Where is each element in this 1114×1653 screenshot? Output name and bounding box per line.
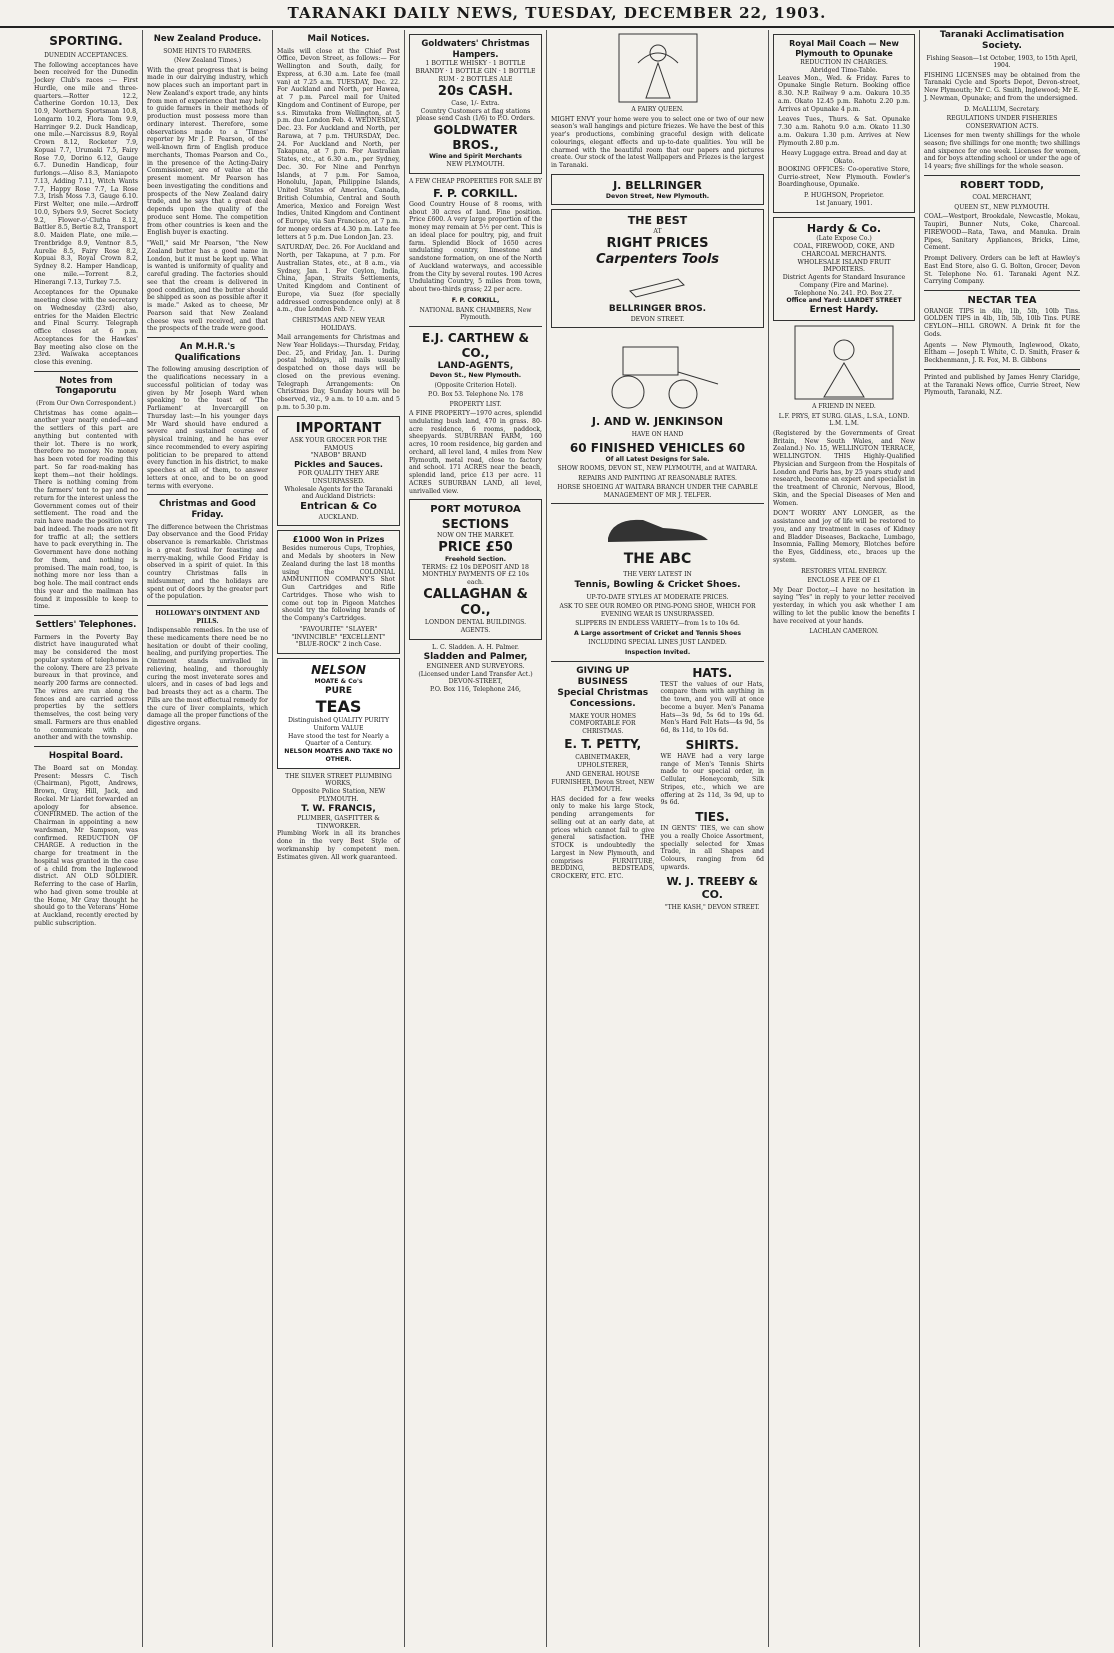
important-ask: ASK YOUR GROCER FOR THE FAMOUS [290, 436, 387, 452]
moturoa-sections: SECTIONS [441, 516, 510, 531]
corkill-firm: F. P. CORKILL. [433, 187, 518, 200]
callaghan-address: LONDON DENTAL BUILDINGS. [424, 619, 527, 627]
sladden-names: L. C. Sladden. A. H. Palmer. [432, 643, 519, 651]
important-city: AUCKLAND. [318, 513, 359, 521]
goldwater-heading: Goldwaters' Christmas Hampers. [421, 39, 530, 60]
teas-line-6: Uniform VALUE [313, 724, 364, 732]
friend-heading: A FRIEND IN NEED. [812, 403, 876, 411]
petty-trade: CABINETMAKER, UPHOLSTERER, [575, 754, 631, 769]
divider [409, 326, 542, 327]
todd-body: COAL—Westport, Brookdale, Newcastle, Mokau, Taupiri, Bunner Nuts, Coke, Charcoal. FIREWOOD—Rata, Tawa, and Manuka. Drain Pipes, Sanitary Appliances, Bricks, Lime, Cement. [924, 213, 1080, 252]
teas-line-8: NELSON MOATES AND TAKE NO OTHER. [284, 748, 393, 763]
sladden-licence: (Licensed under Land Transfer Act.) [418, 670, 533, 678]
important-product: Pickles and Sauces. [294, 460, 383, 470]
bellringer-address: Devon Street, New Plymouth. [605, 192, 710, 200]
callaghan-agents: AGENTS. [460, 627, 491, 634]
hospital-body: The Board sat on Monday. Present: Messrs C. Tisch (Chairman), Pigott, Andrews, Brown, Gray, Hill, Jack, and Rockel. Mr Liardet forwarded an apology for absence. CONFIRMED. The action of the Chairman in appointing a new wardsman, Mr Sampson, was confirmed. REDUCTION OF CHARGE. A reduction in the charge for treatment in the hospital was granted in the case of a child from the Inglewood district. AN OLD SOLDIER. Referring to the case of Harlin, who had given some trouble at the Home, Mr Gray thought he should go to the Veterans' Home at Auckland, recently erected by public subscription. [34, 764, 138, 927]
abc-romeo: ASK TO SEE OUR ROMEO OR PING-PONG SHOE, WHICH FOR EVENING WEAR IS UNSURPASSED. [559, 603, 756, 618]
carthew-address: Devon St., New Plymouth. [429, 371, 522, 379]
abc-shoes: Tennis, Bowling & Cricket Shoes. [574, 580, 741, 591]
moturoa-freehold: Freehold Section. [444, 555, 507, 563]
hats-body: TEST the values of our Hats, compare them with anything in the town, and you will at once become a buyer. Men's Panama Hats—3s 9d, 5s 6d to 19s 6d. Men's Hard Felt Hats—4s 9d, 5s 6d, 8s 11d, to 10s 6d. [660, 680, 764, 734]
shirts-body: WE HAVE had a very large range of Men's Tennis Shirts made to our special order, in Cellular, Honeycomb, Silk Stripes, etc., which we are offering at 2s 11d, 3s 9d, up to 9s 6d. [660, 752, 764, 807]
divider [147, 494, 268, 495]
ties-body: IN GENTS' TIES, we can show you a really Choice Assortment, specially selected for Xmas Trade, in all Shapes and Colours, ranging from 6d upwards. [660, 825, 764, 871]
important-firm: Entrican & Co [300, 501, 377, 513]
callaghan-firm: CALLAGHAN & CO., [423, 586, 528, 618]
jenkinson-subline: Of all Latest Designs for Sale. [605, 455, 710, 463]
acclim-heading: Taranaki Acclimatisation Society. [939, 30, 1065, 52]
important-heading: IMPORTANT [295, 420, 382, 436]
teas-line-7: Have stood the test for Nearly a Quarter of a Century. [288, 732, 389, 748]
teas-line-5: Distinguished QUALITY PURITY [287, 717, 390, 725]
coach-note: Heavy Luggage extra. Bread and day at Okato. [781, 150, 907, 165]
mail-body-2: SATURDAY, Dec. 26. For Auckland and North, per Takapuna, at 7 p.m. For Australian States, etc., at 8 a.m., via Sydney, Jan. 1. For Ceylon, India, China, Japan, Straits Settlements, United Kingdom and Continent of Europe, via Suez (for specially addressed correspondence only) at 8 a.m., due London Feb. 7. [277, 244, 400, 314]
divider [147, 337, 268, 338]
abc-heading: THE ABC [623, 551, 692, 568]
hardy-late: (Late Expose Co.) [816, 235, 872, 243]
abc-uptodate: UP-TO-DATE STYLES AT MODERATE PRICES. [586, 593, 729, 601]
petty-and-hats-row [551, 666, 764, 914]
goldwater-trade: Wine and Spirit Merchants [429, 153, 522, 160]
teas-line-1: NELSON [311, 663, 366, 678]
hardy-heading: Hardy & Co. [806, 221, 882, 235]
tongaporutu-subheading: (From Our Own Correspondent.) [36, 400, 136, 407]
bellringer-firm: BELLRINGER BROS. [608, 304, 707, 315]
jenkinson-repairs: REPAIRS AND PAINTING AT REASONABLE RATES. [578, 474, 737, 482]
hats-heading: HATS. [692, 665, 733, 680]
best-line-2: AT [653, 228, 662, 235]
bellringer-name: J. BELLRINGER [613, 178, 702, 192]
giving-heading: GIVING UP BUSINESS [576, 665, 630, 687]
coach-abridged: Abridged Time-Table. [810, 66, 878, 74]
nectar-agents: Agents — New Plymouth, Inglewood, Okato, Eltham — Joseph T. White, C. D. Smith, Fraser & Beckhenmann, J. R. Fox, M. B. Gibbons [924, 341, 1080, 364]
fairy-body: MIGHT ENVY your home were you to select one or two of our new season's wall hangings and picture friezes. We have the best of this year's productions, combining graceful design with delicate colourings, elegant effects and up-to-date qualities. You will be charmed with the beautiful room that our papers and pictures create. Our stock of the latest Wallpapers and Friezes is the largest in Taranaki. [551, 115, 764, 169]
sporting-body-2: Acceptances for the Opunake meeting close with the secretary on Wednesday (23rd) also, entries for the Maiden Electric and Final Scurry. Telegraph office closes at 6 p.m. Acceptances for the Hawkes' Bay meeting also close on the 23rd. Waiwaka acceptances close this evening. [34, 289, 138, 366]
produce-body-2: "Well," said Mr Pearson, "the New Zealand butter has a good name in London, but it must be kept up. What is wanted is uniformity of quality and careful grading. The factories should see that the cream is delivered in good condition, and the butter should be shipped as soon as possible after it is made." Asked as to cheese, Mr Pearson said that New Zealand cheese was well received, and that the prospects of the trade were good. [147, 240, 268, 333]
holidays-body: Mail arrangements for Christmas and New Year Holidays:—Thursday, Friday, Dec. 25, and Friday, Jan. 1. During postal holidays, all mails usually despatched on those days will be closed on the previous evening. Telegraph Arrangements: On Christmas Day, Sunday hours will be observed, viz., 9 a.m. to 10 a.m. and 5 p.m. to 5.30 p.m. [277, 334, 400, 411]
carpenters-tools: Carpenters Tools [595, 252, 720, 267]
plumbing-address: Opposite Police Station, NEW PLYMOUTH. [291, 788, 386, 803]
bellringer-street: DEVON STREET. [630, 315, 685, 323]
goldwater-firm: GOLDWATER BROS., [433, 123, 518, 152]
coach-ad [773, 34, 915, 213]
jenkinson-headline: 60 FINISHED VEHICLES 60 [569, 440, 746, 455]
hardy-sign: Ernest Hardy. [809, 305, 879, 315]
divider [924, 290, 1080, 291]
fairy-queen-illustration [618, 33, 698, 103]
divider [34, 615, 138, 616]
divider [924, 175, 1080, 176]
corkill-foot: F. P. CORKILL, [451, 296, 500, 304]
bellringer-tag [551, 174, 764, 206]
abc-sizes: INCLUDING SPECIAL LINES JUST LANDED. [588, 639, 727, 647]
prizes-body: Besides numerous Cups, Trophies, and Medals by shooters in New Zealand during the last 18 months using the COLONIAL AMMUNITION COMPANY'S Shot Gun Cartridges and Rifle Cartridges. Those who wish to come out top in Pigeon Matches should try the following brands of the Company's Cartridges. [282, 545, 395, 623]
teas-ad [277, 658, 400, 769]
mail-heading: Mail Notices. [307, 34, 370, 44]
divider [147, 605, 268, 606]
petty-furnisher: AND GENERAL HOUSE FURNISHER, Devon Street, NEW PLYMOUTH. [551, 771, 655, 793]
friend-dont-worry: DON'T WORRY ANY LONGER, as the assistance and joy of life will be restored to you, and any treatment in cases of Kidney and Bladder Diseases, Backache, Lumbago, Insomnia, Falling Memory, Blotches before the Eyes, Giddiness, etc., braces up the system. [773, 510, 915, 564]
mhr-body: The following amusing description of the qualifications necessary in a successful politician of today was given by Mr Joseph Ward when speaking to the toast of 'The Parliament' at Invercargill on Thursday last:—In his younger days Mr Ward should have endured a severe and sustained course of physical training, and he has ever since recommended to every aspiring politician to be prepared to attend every function in his district, to make speeches at all of them, to answer letters at once, and to be on good terms with everyone. [147, 366, 268, 490]
mhr-heading: An M.H.R.'s Qualifications [174, 342, 241, 363]
column-5 [547, 30, 769, 1647]
carthew-trade: LAND-AGENTS, [437, 360, 514, 371]
jenkinson-hand: HAVE ON HAND [631, 431, 684, 438]
friend-enclose: ENCLOSE A FEE OF £1 [807, 577, 881, 584]
prizes-brands: "FAVOURITE" "SLAYER" "INVINCIBLE" "EXCELLENT" "BLUE-ROCK" 2 inch Case. [291, 625, 386, 649]
coach-reduction: REDUCTION IN CHARGES. [800, 59, 888, 66]
treeby-ad [661, 666, 765, 914]
best-line-1: THE BEST [627, 214, 688, 228]
plumbing-firm: T. W. FRANCIS, [301, 803, 376, 814]
sladden-box: P.O. Box 116, Telephone 246, [430, 686, 521, 693]
column-4 [405, 30, 547, 1647]
shirts-heading: SHIRTS. [685, 737, 739, 752]
christmas-heading: Christmas and Good Friday. [159, 499, 256, 520]
divider [924, 369, 1080, 370]
carriage-illustration [593, 332, 723, 412]
petty-body: HAS decided for a few weeks only to make his large Stock, pending arrangements for selling out at an early date, at prices which cannot fail to give general satisfaction. THE STOCK is undoubtedly the Largest in New Plymouth, and comprises FURNITURE, BEDDING, BEDSTEADS, CROCKERY, ETC. ETC. [551, 795, 655, 880]
moturoa-price: PRICE £50 [438, 539, 513, 555]
produce-source: (New Zealand Times.) [173, 57, 242, 65]
carthew-list-heading: PROPERTY LIST. [449, 400, 502, 408]
goldwater-ad [409, 34, 542, 174]
holidays-heading: CHRISTMAS AND NEW YEAR HOLIDAYS. [292, 317, 385, 332]
important-brand: "NABOB" BRAND [310, 452, 367, 460]
goldwater-items: 1 BOTTLE WHISKY · 1 BOTTLE BRANDY · 1 BOTTLE GIN · 1 BOTTLE RUM · 2 BOTTLES ALE [415, 60, 536, 83]
physician-illustration [794, 325, 894, 400]
jenkinson-showrooms: SHOW ROOMS, DEVON ST., NEW PLYMOUTH, and at WAITARA. [557, 465, 758, 473]
abc-very: THE VERY LATEST IN [623, 570, 692, 578]
masthead: TARANAKI DAILY NEWS, TUESDAY, DECEMBER 22, 1903. [0, 0, 1114, 28]
sporting-heading: SPORTING. [49, 34, 123, 48]
sladden-ad [409, 644, 542, 694]
goldwater-case: Case, 1/- Extra. [451, 99, 500, 107]
bellringer-best-ad [551, 209, 764, 328]
teas-line-4: TEAS [315, 697, 362, 717]
todd-trade: COAL MERCHANT, [972, 194, 1032, 202]
friend-restores: RESTORES VITAL ENERGY. [801, 567, 887, 575]
imprint: Printed and published by James Henry Claridge, at the Taranaki News office, Currie Street, New Plymouth, Taranaki, N.Z. [924, 373, 1080, 397]
nectar-body: ORANGE TIPS in 4lb, 1lb, 5lb, 10lb Tins. GOLDEN TIPS in 4lb, 1lb, 5lb, 10lb Tins. PURE CEYLON—HILL GROWN. A Drink fit for the Gods. [924, 307, 1080, 338]
hardy-agents: District Agents for Standard Insurance Company (Fire and Marine). [782, 274, 906, 289]
fairy-caption: A FAIRY QUEEN. [631, 106, 684, 113]
column-6 [769, 30, 919, 1647]
nectar-heading: NECTAR TEA [967, 295, 1037, 306]
ties-heading: TIES. [695, 810, 730, 824]
holloway-heading: HOLLOWAY'S OINTMENT AND PILLS. [155, 610, 260, 625]
acclim-body: FISHING LICENSES may be obtained from the Taranaki Cycle and Sports Depot, Devon-street, New Plymouth; Mr C. G. Smith, Inglewood; Mr E. J. Newman, Opunake; and from the undersigned. [924, 71, 1080, 102]
produce-body: With the great progress that is being made in our dairying industry, which now places such an important part in New Zealand's export trade, any hints from men of experience that may help to guide farmers in their methods of production must possess more than ordinary interest. Therefore, some observations made to a 'Times' reporter by Mr J. P. Pearson, of the well-known firm of English produce merchants, Thomas Pearson and Co., in the presence of the Acting-Dairy Commissioner, are of value at the present moment. Mr Pearson has been investigating the conditions and prospects of the New Zealand dairy trade, and he says that a great deal depends upon the quality of the produce sent Home. The competition from other countries is keen and the English buyer is exacting. [147, 66, 268, 237]
divider [34, 371, 138, 372]
teas-line-3: PURE [325, 685, 352, 696]
giving-make: MAKE YOUR HOMES COMFORTABLE FOR CHRISTMAS. [569, 712, 636, 735]
hardy-trade: COAL, FIREWOOD, COKE, AND CHARCOAL MERCHANTS. [793, 243, 895, 258]
giving-special: Special Christmas Concessions. [557, 688, 649, 710]
sladden-street: DEVON-STREET, [448, 678, 503, 686]
plumbing-heading: THE SILVER STREET PLUMBING WORKS, [285, 772, 392, 788]
abc-cricket: A Large assortment of Cricket and Tennis Shoes [573, 629, 742, 637]
hardy-ad [773, 217, 915, 322]
moturoa-terms: TERMS: £2 10s DEPOSIT AND 18 MONTHLY PAYMENTS OF £2 10s each. [422, 563, 529, 586]
acclim-season: Fishing Season—1st October, 1903, to 15th April, 1904. [926, 54, 1078, 69]
petty-firm: E. T. PETTY, [564, 737, 642, 751]
goldwater-note: Country Customers at flag stations please send Cash (1/6) to P.O. Orders. [416, 107, 535, 123]
goldwater-city: NEW PLYMOUTH. [446, 160, 505, 168]
column-2 [143, 30, 273, 1647]
abc-invite: Inspection Invited. [624, 648, 691, 656]
best-line-3: RIGHT PRICES [606, 235, 709, 251]
produce-heading: New Zealand Produce. [153, 34, 262, 44]
friend-letter: My Dear Doctor,—I have no hesitation in saying "Yes" in reply to your letter received yesterday, in which you ask whether I am willing to let the public know the benefits I have received at your hands. [773, 586, 915, 625]
corkill-intro: A FEW CHEAP PROPERTIES FOR SALE BY [409, 177, 542, 185]
important-agents: Wholesale Agents for the Taranaki and Auckland Districts: [284, 485, 393, 501]
friend-body: (Registered by the Governments of Great Britain, New South Wales, and New Zealand.) No. 15, WELLINGTON TERRACE, WELLINGTON. THIS Highly-Qualified Physician and Surgeon from the Hospitals of London and Paris has, by 25 years study and research, become an expert and specialist in the treatment of Chronic, Nervous, Blood, Skin, and the Special Diseases of Men and Women. [773, 429, 915, 507]
plumbing-body: Plumbing Work in all its branches done in the very Best Style of workmanship by competent men. Estimates given. All work guaranteed. [277, 830, 400, 861]
acclim-regulations-body: Licenses for men twenty shillings for the whole season; five shillings for one month; two shillings and sixpence for one week. Licenses for women, and for boys attending school or under the age of 14 years; five shillings for the whole season. [924, 132, 1080, 170]
divider [551, 503, 764, 504]
jenkinson-firm: J. AND W. JENKINSON [591, 415, 724, 429]
coach-date: 1st January, 1901. [815, 199, 873, 207]
coach-heading: Royal Mail Coach — New Plymouth to Opunake [789, 39, 899, 58]
acclim-regulations: REGULATIONS UNDER FISHERIES CONSERVATION ACTS. [946, 115, 1058, 130]
tongaporutu-heading: Notes from Tongaporutu [55, 375, 117, 397]
hardy-telephone: Telephone No. 241. P.O. Box 27. [793, 289, 895, 297]
coach-return: Leaves Tues., Thurs. & Sat. Opunake 7.30 a.m. Rahotu 9.0 a.m. Okato 11.30 a.m. Oakura 1.30 p.m. Arrives at New Plymouth 2.80 p.m. [778, 116, 910, 147]
corkill-body: Good Country House of 8 rooms, with about 30 acres of land. Fine position. Price £600. A very large proportion of the money may remain at 5½ per cent. This is an ideal place for poultry, pig, and fruit farm. Splendid Block of 1650 acres undulating country, limestone and sandstone formation, on one of the North of Auckland waterways, and accessible from the City by several routes. 190 Acres Undulating Country, 5 miles from town, about two-thirds grass; 22 per acre. [409, 200, 543, 293]
moturoa-now: NOW ON THE MARKET. [436, 531, 515, 539]
sladden-trade: ENGINEER AND SURVEYORS. [426, 662, 525, 670]
divider [34, 746, 138, 747]
column-7 [919, 30, 1084, 1647]
sporting-body: The following acceptances have been received for the Dunedin Jockey Club's races :— First Hurdle, one mile and three-quarters.—Rotter 12.2, Catherine Gordon 10.13, Dex 10.9, Northern Sportsman 10.8, Longarm 10.2, Flora Tom 9.9, Harringer 9.2. Duck Handicap, one mile.—Narcissus 8.9, Royal Crown 8.12, Rocketer 7.9, Kopuai 7.7, Urumaki 7.5, Fairy Rose 7.0, Dorino 6.12, Gauge 6.7. Dunedin Handicap, four furlongs.—Aliso 8.3, Maniapoto 7.13, Adding 7.11, Witch Wants 7.7, Happy Rose 7.7, La Rose 7.3, Irish Moss 7.3, Gauge 6.10. First Welter, one mile.—Ardroff 10.0, Sybers 9.9, Secret Society 9.2, Flower-o'-Clutha 8.12, Battler 8.5, Bertie 8.2, Transport 8.0. Maiden Plate, one mile.—Trentbridge 8.9, Ventnor 8.5, Aurelie 8.5, Fairy Rose 8.2, Kopuai 8.3, Royal Crown 8.2, Sydney 8.2. Hamper Handicap, one mile.—Torrent 8.2, Hinerangi 7.13, Turkey 7.5. [34, 61, 138, 286]
important-ad [277, 416, 400, 527]
sporting-subheading: DUNEDIN ACCEPTANCES. [44, 52, 128, 59]
plumbing-ad [277, 773, 400, 862]
goldwater-price: 20s CASH. [437, 83, 514, 99]
todd-firm: ROBERT TODD, [960, 179, 1044, 191]
shoe-illustration [603, 508, 713, 548]
jenkinson-shoeing: HORSE SHOEING AT WAITARA BRANCH UNDER THE CAPABLE MANAGEMENT OF MR J. TELFER. [557, 484, 758, 499]
plumbing-trade: PLUMBER, GASFITTER & TINWORKER. [297, 814, 380, 830]
teas-line-2: MOATE & Co's [314, 678, 363, 686]
prizes-heading: £1000 Won in Prizes [292, 535, 385, 545]
friend-sign: LACHLAN CAMERON. [809, 628, 879, 636]
acclim-sign: D. McALLUM, Secretary. [964, 105, 1040, 113]
corkill-foot-2: NATIONAL BANK CHAMBERS, New Plymouth. [419, 306, 532, 321]
important-quality: FOR QUALITY THEY ARE UNSURPASSED. [297, 470, 380, 485]
coach-sign: P. HUGHSON, Proprietor. [804, 192, 884, 199]
abc-slippers: SLIPPERS IN ENDLESS VARIETY—from 1s to 10s 6d. [575, 620, 740, 627]
todd-address: QUEEN ST., NEW PLYMOUTH. [954, 203, 1050, 211]
telephones-body: Farmers in the Poverty Bay district have inaugurated what may be considered the most popular system of telephones in the colony. There are 23 private bureaux in that province, and nearly 200 farms are connected. The wires are run along the fences and are carried across properties by the settlers themselves, the cost being very small. Farmers are thus enabled to communicate with one another and with the township. [34, 633, 138, 742]
sladden-firm: Sladden and Palmer, [423, 651, 528, 662]
divider [551, 661, 764, 662]
moturoa-ad [409, 499, 542, 640]
telephones-heading: Settlers' Telephones. [35, 620, 137, 630]
column-1 [30, 30, 143, 1647]
carthew-firm: E.J. CARTHEW & CO., [421, 330, 530, 360]
coach-booking: BOOKING OFFICES: Co-operative Store, Currie-street, New Plymouth. Fowler's Boardinghouse, Opunake. [778, 165, 910, 189]
carthew-opposite: (Opposite Criterion Hotel). [434, 381, 517, 389]
hardy-office: Office and Yard: LIARDET STREET [786, 297, 902, 305]
moturoa-heading: PORT MOTUROA [430, 504, 521, 516]
mail-body: Mails will close at the Chief Post Office, Devon Street, as follows:— For Wellington and South, daily, for Express, at 6.30 a.m. Late fee (mail van) at 7.25 a.m. TUESDAY, Dec. 22. For Auckland and North, per Hawea, at 7 p.m. Parcel mail for United Kingdom and Continent of Europe, per s.s. Rimutaka from Wellington, at 5 p.m. due London Feb. 4. WEDNESDAY, Dec. 23. For Auckland and North, per Rarawa, at 7 p.m. THURSDAY, Dec. 24. For Auckland and North, per Takapuna, at 7 p.m. For Australian States, etc., at 6.30 a.m., per Sydney, Dec. 30. For Nine and Penrhyn Islands, at 7 p.m. For Samoa, Honolulu, Japan, Philippine Islands, United States of America, Canada, British Columbia, Central and South America, Mexico and Foreign West Indies, United Kingdom and Continent of Europe, via San Francisco, at 7 p.m. for money orders at 4.30 p.m. Late fee letters at 5 p.m. Due London Jan. 23. [277, 47, 400, 241]
carthew-list: A FINE PROPERTY—1970 acres, splendid undulating bush land, 470 in grass. 80-acre residence, 6 rooms, paddock, sheepyards. SUBURBAN FARM, 160 acres, 10 room residence, big garden and orchard, all level land, 4 miles from New Plymouth, metal road, close to factory and school. 171 ACRES near the beach, splendid land, price £13 per acre. 11 ACRES SUBURBAN LAND, all level, unrivalled view. [409, 410, 542, 495]
prizes-ad [277, 530, 400, 654]
column-3 [273, 30, 405, 1647]
coach-outbound: Leaves Mon., Wed. & Friday. Fares to Opunake Single Return. Booking office 8.30. N.P. Railway 9 a.m. Oakura 10.35 a.m. Okato 12.45 p.m. Rahotu 2.20 p.m. Arrives at Opunake 4 p.m. [778, 74, 910, 113]
christmas-body: The difference between the Christmas Day observance and the Good Friday observance is remarkable. Christmas is a great festival for feasting and merry-making, while Good Friday is observed in a spirit of quiet. In this country Christmas falls in midsummer, and the holidays are spent out of doors by the greater part of the population. [147, 523, 268, 601]
holloway-body: Indispensable remedies. In the use of these medicaments there need be no hesitation or doubt of their cooling, healing, and purifying properties. The Ointment stands unrivalled in relieving, healing, and thoroughly curing the most inveterate sores and ulcers, and in cases of bad legs and bad breasts they act as a charm. The Pills are the most effectual remedy for the cure of liver complaints, which damage all the proper functions of the digestive organs. [147, 627, 268, 728]
hardy-fruit: WHOLESALE ISLAND FRUIT IMPORTERS. [797, 258, 891, 274]
hospital-heading: Hospital Board. [48, 751, 124, 762]
tongaporutu-body: Christmas has come again—another year nearly ended—and the settlers of this part are anything but contented with their lot. There is no work, therefore no money. No money has been voted for roading this part. So far road-making has kept them—not their holdings. There is nothing coming from the farmers' tent to pay and no return for the interest unless the Government comes out of their settlement. The road and the rain have made the position very bad indeed. The roads are not fit for traffic at all; the settlers have to pack everything in. The Government have done nothing for them, and nothing is promised. The main road, too, is nothing more nor less than a bog hole. The mail contract ends this year and the mailman has found it impossible to keep to time. [34, 409, 138, 611]
saw-icon [628, 271, 688, 301]
petty-ad [551, 666, 655, 914]
friend-registration: L.F. PRYS, ET SURG. GLAS., L.S.A., LOND. L.M. L.M. [778, 412, 910, 428]
treeby-firm: W. J. TREEBY & CO. [666, 874, 759, 902]
treeby-address: "THE KASH," DEVON STREET. [664, 904, 760, 911]
carthew-box: P.O. Box 53. Telephone No. 178 [427, 391, 524, 398]
todd-orders: Prompt Delivery. Orders can be left at Hawley's East End Store, also G. G. Bolton, Grocer, Devon St. Telephone No. 61. Taranaki Agent N.Z. Carrying Company. [924, 255, 1080, 286]
produce-subheading: SOME HINTS TO FARMERS. [163, 47, 252, 55]
